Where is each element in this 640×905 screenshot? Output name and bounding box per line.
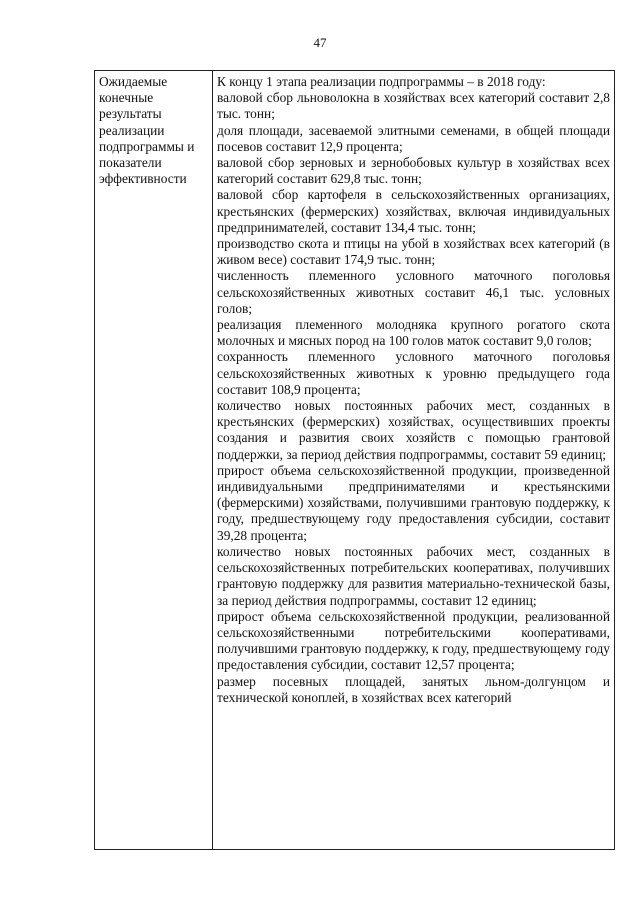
row-label-line: конечные	[99, 90, 154, 106]
page-number: 47	[313, 35, 327, 50]
row-label-line: подпрограммы и	[99, 138, 195, 154]
indicator-item: размер посевных площадей, занятых льном-долгунцом и технической коноплей, в хозяйствах всех категорий	[217, 673, 610, 705]
row-content-cell	[213, 71, 615, 850]
indicator-item: реализация племенного молодняка крупного рогатого скота молочных и мясных пород на 100 голов маток составит 9,0 голов;	[217, 317, 610, 349]
row-label-line: реализации	[99, 122, 165, 138]
intro-paragraph: К концу 1 этапа реализации подпрограммы – в 2018 году:	[217, 74, 546, 89]
indicator-item: прирост объема сельскохозяйственной продукции, произведенной индивидуальными предпринимателями и крестьянскими (фермерскими) хозяйствами, получившими грантовую поддержку, к году, предшествующему году предоставления субсидии, составит 39,28 процента;	[217, 462, 610, 543]
indicator-item: валовой сбор зерновых и зернобобовых культур в хозяйствах всех категорий составит 629,8 тыс. тонн;	[217, 155, 610, 187]
row-label-cell	[95, 71, 213, 850]
indicator-item: количество новых постоянных рабочих мест, созданных в крестьянских (фермерских) хозяйствах, осуществивших проекты создания и развития своих хозяйств с помощью грантовой поддержки, за период действия подпрограммы, составит 59 единиц;	[217, 398, 610, 462]
row-label-line: эффективности	[99, 171, 187, 187]
row-label-line: показатели	[99, 155, 162, 171]
row-label-line: результаты	[99, 106, 162, 122]
table-row	[95, 71, 615, 850]
indicators-table	[94, 70, 615, 850]
indicator-item: валовой сбор картофеля в сельскохозяйственных организациях, крестьянских (фермерских) хозяйствах, включая индивидуальных предпринимателей, составит 134,4 тыс. тонн;	[217, 187, 610, 235]
indicator-item: доля площади, засеваемой элитными семенами, в общей площади посевов составит 12,9 процента;	[217, 122, 610, 154]
indicator-item: количество новых постоянных рабочих мест, созданных в сельскохозяйственных потребительских кооперативах, получивших грантовую поддержку для развития материально-технической базы, за период действия подпрограммы, составит 12 единиц;	[217, 543, 610, 608]
indicator-item: численность племенного условного маточного поголовья сельскохозяйственных животных составит 46,1 тыс. условных голов;	[217, 268, 610, 316]
indicator-item: прирост объема сельскохозяйственной продукции, реализованной сельскохозяйственными потребительскими кооперативами, получившими грантовую поддержку, к году, предшествующему году предоставления субсидии, составит 12,57 процента;	[217, 608, 610, 673]
indicator-item: валовой сбор льноволокна в хозяйствах всех категорий составит 2,8 тыс. тонн;	[217, 90, 610, 122]
indicator-item: сохранность племенного условного маточного поголовья сельскохозяйственных животных к уровню предыдущего года составит 108,9 процента;	[217, 349, 610, 397]
indicator-item: производство скота и птицы на убой в хозяйствах всех категорий (в живом весе) составит 174,9 тыс. тонн;	[217, 236, 610, 268]
row-label-line: Ожидаемые	[99, 74, 168, 89]
